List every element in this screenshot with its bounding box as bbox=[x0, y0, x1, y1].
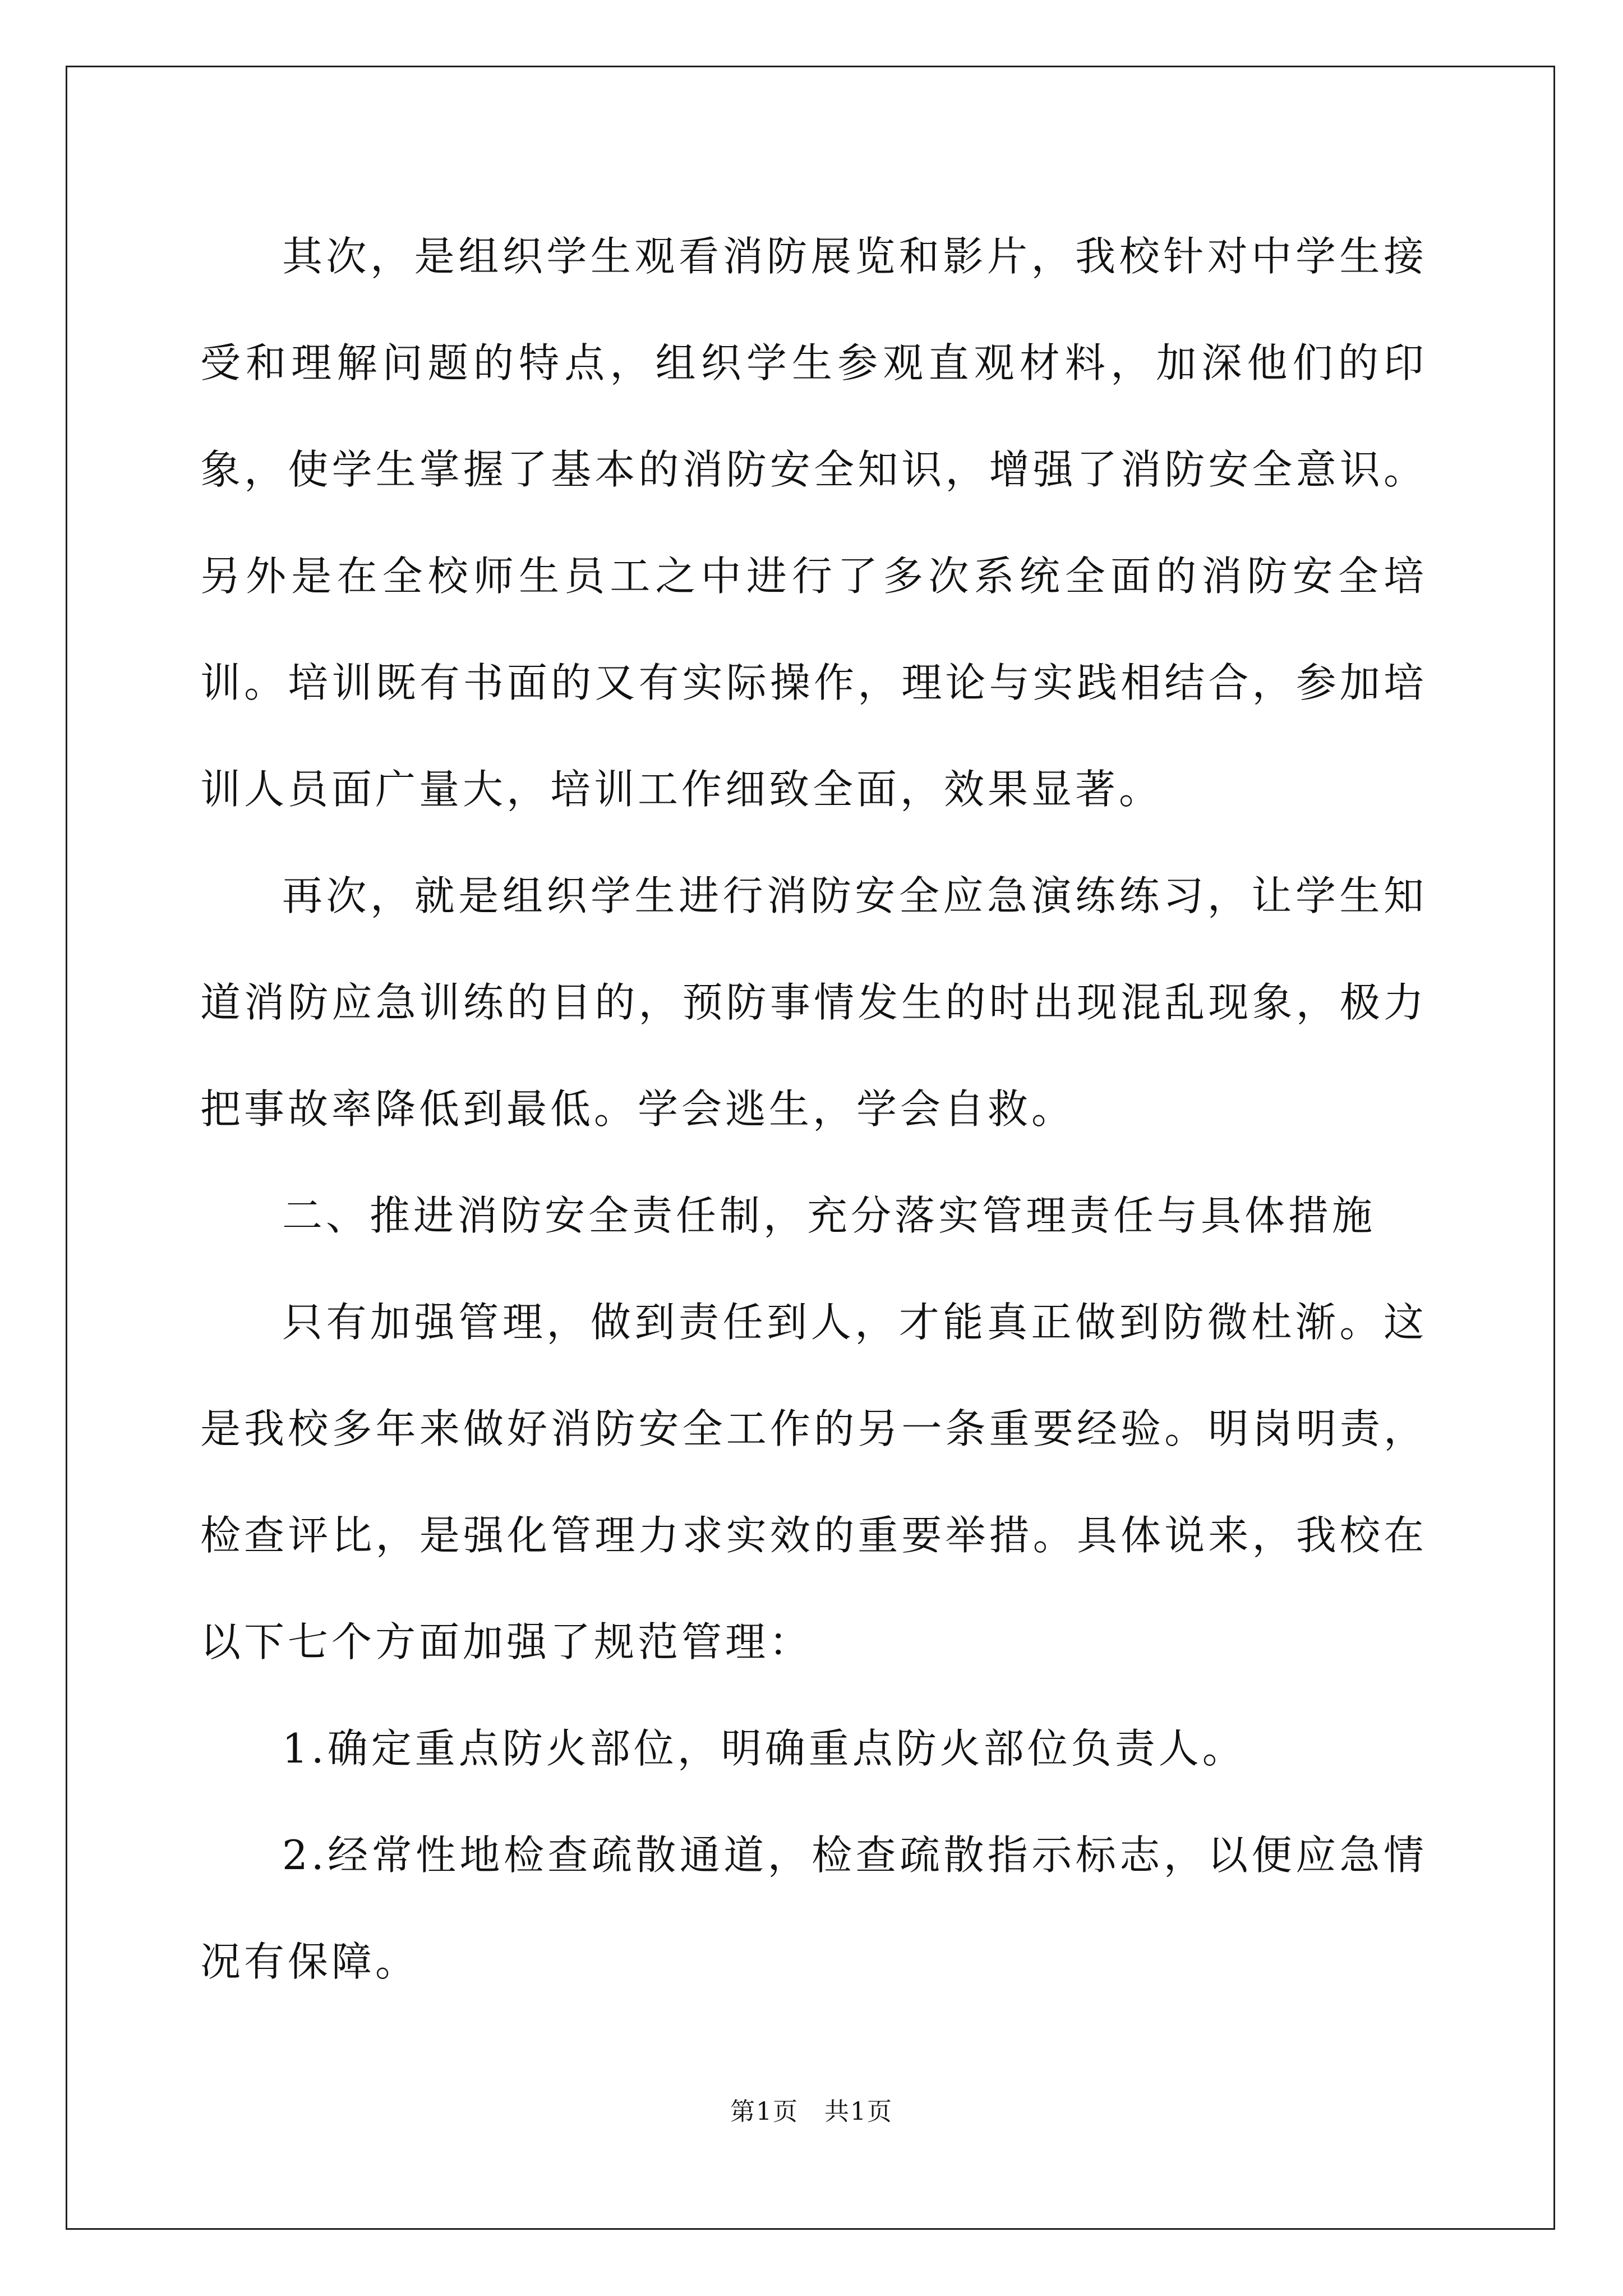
section-heading-2: 二、推进消防安全责任制，充分落实管理责任与具体措施 bbox=[282, 1192, 1376, 1239]
list-item-2: 2.经常性地检查疏散通道，检查疏散指示标志，以便应急情况有保障。 bbox=[200, 1832, 1427, 1985]
paragraph-secondly: 其次，是组织学生观看消防展览和影片，我校针对中学生接受和理解问题的特点，组织学生参观直观材料，加深他们的印象，使学生掌握了基本的消防安全知识，增强了消防安全意识。另外是在全校师生员工之中进行了多次系统全面的消防安全培训。培训既有书面的又有实际操作，理论与实践相结合，参加培训人员面广量大，培训工作细致全面，效果显著。 bbox=[200, 233, 1427, 813]
document-body bbox=[200, 203, 1427, 2015]
paragraph-management: 只有加强管理，做到责任到人，才能真正做到防微杜渐。这是我校多年来做好消防安全工作的另一条重要经验。明岗明责，检查评比，是强化管理力求实效的重要举措。具体说来，我校在以下七个方面加强了规范管理： bbox=[200, 1299, 1427, 1665]
paragraph-thirdly: 再次，就是组织学生进行消防安全应急演练练习，让学生知道消防应急训练的目的，预防事情发生的时出现混乱现象，极力把事故率降低到最低。学会逃生，学会自救。 bbox=[200, 872, 1427, 1133]
list-item-1: 1.确定重点防火部位，明确重点防火部位负责人。 bbox=[282, 1725, 1246, 1772]
page-number-footer: 第1页 共1页 bbox=[730, 2097, 893, 2126]
